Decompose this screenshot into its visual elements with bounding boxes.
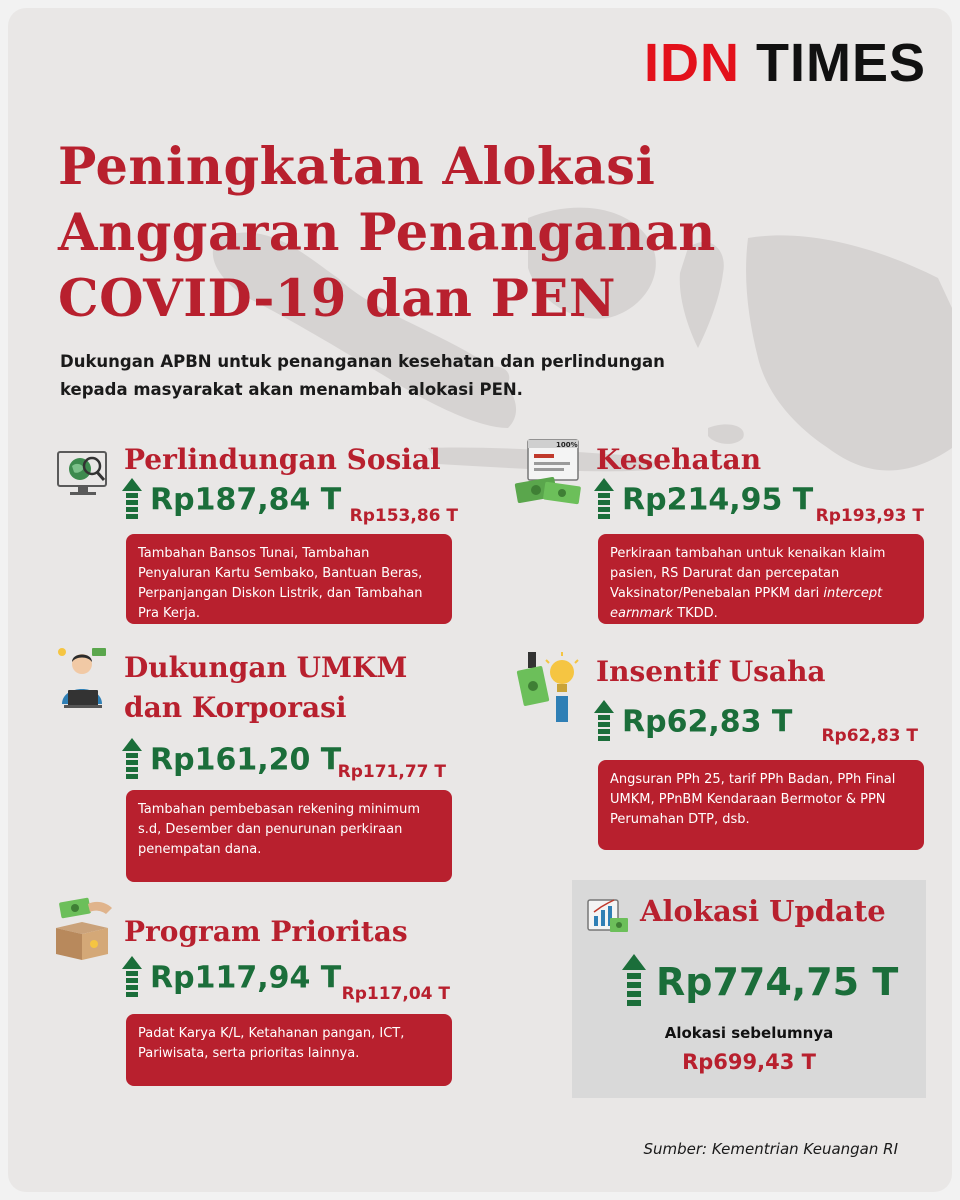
page-subtitle: [60, 348, 760, 404]
up-arrow-icon: [122, 738, 142, 782]
up-arrow-icon: [594, 700, 614, 744]
chart-money-icon: [586, 896, 630, 936]
dukungan-umkm-previous: Rp171,77 T: [337, 762, 446, 782]
kesehatan-description-end: TKDD.: [673, 606, 718, 621]
dukungan-umkm-title-line-1: Dukungan UMKM: [124, 651, 408, 684]
page-title: [58, 134, 918, 332]
kesehatan-description: [598, 534, 924, 624]
money-chart-icon: [514, 436, 586, 506]
globe-search-monitor-icon: [52, 444, 114, 506]
insentif-usaha-previous: Rp62,83 T: [821, 726, 918, 746]
businessman-laptop-icon: [52, 642, 114, 712]
up-arrow-icon: [122, 478, 142, 522]
money-box-icon: [50, 896, 116, 962]
infographic: [8, 8, 952, 1192]
alokasi-update-amount-value: Rp774,75 T: [656, 960, 899, 1004]
title-line-2: Anggaran Penanganan: [58, 203, 716, 263]
alokasi-sebelumnya-label: Alokasi sebelumnya: [664, 1024, 834, 1042]
alokasi-update-title: Alokasi Update: [640, 894, 886, 928]
alokasi-update-panel: [572, 880, 926, 1098]
program-prioritas-previous: Rp117,04 T: [341, 984, 450, 1004]
up-arrow-icon: [122, 956, 142, 1000]
perlindungan-sosial-description: Tambahan Bansos Tunai, Tambahan Penyaluran Kartu Sembako, Bantuan Beras, Perpanjangan Diskon Listrik, dan Tambahan Pra Kerja.: [126, 534, 452, 624]
kesehatan-previous: Rp193,93 T: [815, 506, 924, 526]
title-line-1: Peningkatan Alokasi: [58, 137, 656, 197]
insentif-usaha-title-line: Insentif Usaha: [596, 655, 826, 688]
program-prioritas-description: Padat Karya K/L, Ketahanan pangan, ICT, Pariwisata, serta prioritas lainnya.: [126, 1014, 452, 1086]
dukungan-umkm-title: [124, 648, 407, 728]
kesehatan-title-line: Kesehatan: [596, 443, 762, 476]
program-prioritas-title-line: Program Prioritas: [124, 915, 408, 948]
perlindungan-sosial-previous: Rp153,86 T: [349, 506, 458, 526]
perlindungan-sosial-title: [124, 440, 441, 480]
subtitle-line-1: Dukungan APBN untuk penanganan kesehatan dan perlindungan: [60, 352, 665, 371]
kesehatan-description-text: Perkiraan tambahan untuk kenaikan klaim pasien, RS Darurat dan percepatan Vaksinator/Penebalan PPKM dari: [610, 546, 886, 601]
kesehatan-amount-value: Rp214,95 T: [622, 482, 814, 518]
subtitle-line-2: kepada masyarakat akan menambah alokasi PEN.: [60, 380, 523, 399]
kesehatan-title: [596, 440, 761, 480]
title-line-3: COVID-19 dan PEN: [58, 269, 616, 329]
up-arrow-icon: [594, 478, 614, 522]
up-arrow-icon: [622, 954, 646, 1010]
money-lightbulb-icon: [516, 650, 582, 724]
alokasi-update-amount: [622, 954, 898, 1010]
program-prioritas-title: [124, 912, 408, 952]
dukungan-umkm-amount-value: Rp161,20 T: [150, 742, 342, 778]
insentif-usaha-description: Angsuran PPh 25, tarif PPh Badan, PPh Final UMKM, PPnBM Kendaraan Bermotor & PPN Perumahan DTP, dsb.: [598, 760, 924, 850]
alokasi-sebelumnya-value: Rp699,43 T: [682, 1050, 816, 1074]
dukungan-umkm-title-line-2: dan Korporasi: [124, 691, 347, 724]
insentif-usaha-title: [596, 652, 826, 692]
dukungan-umkm-description: Tambahan pembebasan rekening minimum s.d, Desember dan penurunan perkiraan penempatan dana.: [126, 790, 452, 882]
source-credit: Sumber: Kementrian Keuangan RI: [643, 1140, 898, 1158]
logo-times: TIMES: [755, 33, 926, 93]
icon-badge-text: 100%: [556, 441, 578, 449]
insentif-usaha-amount: [594, 700, 792, 744]
idn-times-logo: [643, 33, 926, 93]
insentif-usaha-amount-value: Rp62,83 T: [622, 704, 793, 740]
perlindungan-sosial-amount-value: Rp187,84 T: [150, 482, 342, 518]
perlindungan-sosial-title-line: Perlindungan Sosial: [124, 443, 441, 476]
program-prioritas-amount-value: Rp117,94 T: [150, 960, 342, 996]
kesehatan-description-italic: intercept earnmark: [610, 586, 883, 621]
logo-idn: IDN: [643, 33, 740, 93]
